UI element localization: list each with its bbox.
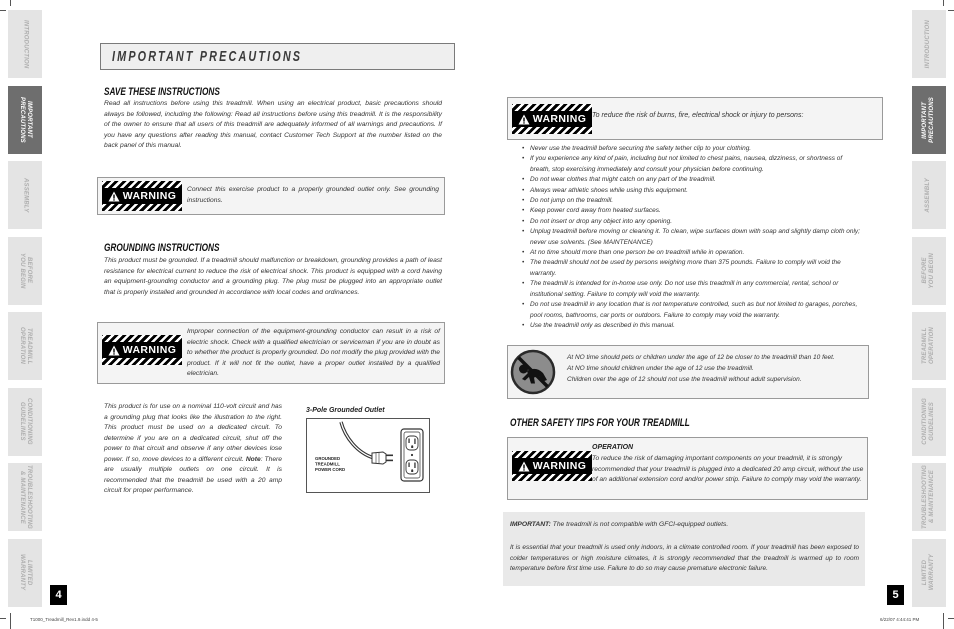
children-warning-line: At NO time should pets or children under the age of 12 be closer to the treadmill than 10 feet.: [567, 354, 835, 361]
warning-text: Connect this exercise product to a properly grounded outlet only. See grounding instructions.: [187, 186, 439, 204]
warning-label-text: WARNING: [532, 460, 587, 472]
tab-label-line: YOU BEGIN: [19, 252, 25, 289]
safety-list-item: • Do not jump on the treadmill.: [522, 196, 862, 206]
children-warning-text: [567, 352, 835, 385]
hazard-stripes: [102, 181, 182, 188]
tab-label: [18, 554, 32, 590]
important-text: The treadmill is not compatible with GFCI-equipped outlets.: [550, 521, 729, 528]
warning-triangle-icon: [108, 191, 120, 202]
tab-label-line: LIMITED: [26, 559, 33, 586]
circuit-text-note: : There are usually multiple outlets on one circuit. It is recommended that the treadmill be used with a 20 amp circuit for proper performance.: [104, 455, 282, 494]
hazard-stripes: [512, 451, 592, 458]
safety-list-item: • Do not insert or drop any object into any opening.: [522, 217, 862, 227]
tab-label-line: GUIDELINES: [19, 402, 25, 441]
children-warning-box: [507, 345, 869, 399]
grounding-text: This product must be grounded. If a treadmill should malfunction or breakdown, grounding provides a path of least resistance for electrical current to reduce the risk of electrical shock. This product is equipped with a cord having an equipment-grounding conductor and a grounding plug. The plug must be plugged into an appropriate outlet that is properly installed and grounded in accordance with local codes and ordinances.: [104, 257, 442, 296]
tab-label-line: IMPORTANT: [26, 101, 33, 138]
warning-box-general: [507, 97, 883, 140]
page-number-right: 5: [887, 585, 904, 605]
left-tab-limited-warranty: [8, 539, 42, 607]
warning-label-text: WARNING: [122, 190, 177, 202]
left-tab-important-precautions: [8, 86, 42, 154]
safety-list-item: • Keep power cord away from heated surfaces.: [522, 206, 862, 216]
tab-label: [18, 97, 32, 143]
tab-label: [922, 253, 936, 288]
tab-label-line: TROUBLESHOOTING: [921, 465, 928, 529]
tab-label-line: CONDITIONING: [921, 398, 928, 445]
right-tab-limited-warranty: [912, 539, 946, 607]
tab-label-line: TREADMILL: [921, 327, 928, 365]
safety-list-item: • Do not use treadmill in any location that is not temperature controlled, such as but not limited to garages, porches, pool rooms, bathrooms, car ports or outdoors. Failure to comply may void the warranty.: [522, 300, 862, 321]
right-tab-important-precautions: [912, 86, 946, 154]
outlet-figure: [306, 418, 430, 493]
right-tab-treadmill-operation: [912, 312, 946, 380]
tab-label: [18, 465, 32, 529]
tab-label: [18, 253, 32, 288]
tab-label-line: PRECAUTIONS: [929, 96, 935, 143]
warning-label-text: WARNING: [122, 344, 177, 356]
tab-label: [922, 327, 936, 364]
hazard-stripes: [512, 104, 592, 111]
tab-label-line: IMPORTANT: [921, 101, 928, 138]
right-tab-assembly: [912, 161, 946, 229]
crop-mark: [948, 618, 954, 619]
tab-label: [925, 20, 932, 68]
tab-label-line: WARRANTY: [929, 554, 935, 591]
warning-triangle-icon: [108, 345, 120, 356]
crop-mark: [0, 10, 6, 11]
grounding-heading: GROUNDING INSTRUCTIONS: [104, 242, 220, 254]
safety-list-item: • Do not wear clothes that might catch on any part of the treadmill.: [522, 175, 862, 185]
tab-label-line: OPERATION: [929, 327, 935, 365]
no-children-icon: [510, 349, 556, 400]
left-tab-conditioning-guidelines: [8, 388, 42, 456]
warning-label: [102, 335, 182, 365]
tab-label-line: INTRODUCTION: [22, 19, 29, 69]
save-instructions-text: Read all instructions before using this treadmill. When using an electrical product, basic precautions should always be followed, including the following: Read all instructions before using this treadmill. It is the responsibility of the owner to ensure that all users of this treadmill are adequately informed of all warnings and precautions. If you have any questions after reading this manual, contact Customer Tech Support at the number listed on the back panel of this manual.: [104, 100, 442, 149]
circuit-text-main: This product is for use on a nominal 110-volt circuit and has a grounding plug that looks like the illustration to the right. This product must be used on a dedicated circuit. To determine if you are on a dedicated circuit, shut off the power to that circuit and observe if any other devices lose power. If so, move devices to a different circuit.: [104, 403, 282, 463]
children-warning-line: At NO time should children under the age of 12 use the treadmill.: [567, 365, 754, 372]
operation-text: To reduce the risk of damaging important components on your treadmill, it is strongly recommended that your treadmill is plugged into a dedicated 20 amp circuit, without the use of an additional extension cord and/or power strip. Failure to comply may void the warranty.: [592, 455, 864, 483]
warning-label-text: WARNING: [532, 113, 587, 125]
warning-box-grounded-outlet: [97, 177, 445, 215]
warning-triangle-icon: [518, 114, 530, 125]
left-tab-assembly: [8, 161, 42, 229]
tab-label-line: CONDITIONING: [26, 398, 33, 445]
tab-label: [18, 327, 32, 364]
right-tab-conditioning-guidelines: [912, 388, 946, 456]
safety-list-item: • If you experience any kind of pain, including but not limited to chest pains, nausea, dizziness, or shortness of breath, stop exercising immediately and consult your physician before continuing.: [522, 154, 862, 175]
children-warning-line: Children over the age of 12 should not use the treadmill without adult supervision.: [567, 376, 802, 383]
figure-label-line: POWER CORD: [315, 467, 346, 472]
tab-label-line: OPERATION: [19, 327, 25, 365]
right-section-tabs: [912, 0, 946, 629]
operation-heading: OPERATION: [592, 444, 634, 451]
tab-label-line: LIMITED: [921, 559, 928, 586]
safety-list-item: • The treadmill should not be used by persons weighing more than 375 pounds. Failure to comply will void the warranty.: [522, 258, 862, 279]
tab-label-line: TREADMILL: [26, 327, 33, 365]
safety-list-item: • The treadmill is intended for in-home use only. Do not use this treadmill in any commercial, rental, school or institutional setting. Failure to comply will void the warranty.: [522, 279, 862, 300]
tab-label-line: GUIDELINES: [929, 402, 935, 441]
right-tab-troubleshooting-and-maintenance: [912, 463, 946, 531]
footer-timestamp: 6/22/07 4:44:41 PM: [880, 617, 920, 622]
warning-text: To reduce the risk of burns, fire, electrical shock or injury to persons:: [592, 112, 804, 119]
safety-list-item: • Never use the treadmill before securing the safety tether clip to your clothing.: [522, 144, 862, 154]
hazard-stripes: [102, 204, 182, 211]
warning-label-body: [102, 188, 182, 204]
tab-label: [925, 178, 932, 213]
warning-box-improper-connection: [97, 322, 445, 384]
tab-label: [18, 398, 32, 445]
tab-label-line: YOU BEGIN: [929, 252, 935, 289]
safety-list-item: • Always wear athletic shoes while using this equipment.: [522, 186, 862, 196]
other-safety-heading: OTHER SAFETY TIPS FOR YOUR TREADMILL: [510, 417, 690, 429]
warning-label-body: [512, 458, 592, 474]
page-title: IMPORTANT PRECAUTIONS: [112, 48, 303, 65]
page-number-left: 4: [50, 585, 67, 605]
figure-label-line: TREADMILL: [315, 461, 340, 467]
tab-label-line: ASSEMBLY: [925, 177, 932, 213]
page-title-box: [100, 43, 455, 70]
tab-label: [922, 465, 936, 529]
tab-label: [922, 554, 936, 590]
warning-triangle-icon: [518, 461, 530, 472]
save-instructions-heading: SAVE THESE INSTRUCTIONS: [104, 86, 220, 98]
safety-list-item: • Unplug treadmill before moving or cleaning it. To clean, wipe surfaces down with soap and slightly damp cloth only; never use solvents. (See MAINTENANCE): [522, 227, 862, 248]
safety-list-item: • At no time should more than one person be on treadmill while in operation.: [522, 248, 862, 258]
grounded-outlet-illustration: [307, 419, 429, 492]
safety-list: [522, 144, 862, 331]
tab-label-line: TROUBLESHOOTING: [26, 465, 33, 529]
warning-label: [102, 181, 182, 211]
important-box: [503, 512, 865, 586]
tab-label-line: & MAINTENANCE: [19, 470, 25, 524]
tab-label: [922, 398, 936, 445]
left-tab-troubleshooting-and-maintenance: [8, 463, 42, 531]
warning-text: Improper connection of the equipment-grounding conductor can result in a risk of electric shock. Check with a qualified electrician or serviceman if you are in doubt as to whether the product is properly grounded. Do not modify the plug provided with the product. If it will not fit the outlet, have a proper outlet installed by a qualified electrician.: [187, 328, 440, 377]
tab-label-line: INTRODUCTION: [925, 19, 932, 69]
warning-label-body: [102, 342, 182, 358]
warning-label: [512, 104, 592, 134]
left-section-tabs: [8, 0, 42, 629]
note-label: Note: [245, 455, 261, 463]
warning-label: [512, 451, 592, 481]
tab-label-line: ASSEMBLY: [22, 177, 29, 213]
hazard-stripes: [512, 127, 592, 134]
important-note: [510, 520, 858, 531]
crop-mark: [0, 618, 6, 619]
tab-label-line: BEFORE: [921, 257, 928, 284]
figure-label-line: GROUNDED: [315, 456, 341, 461]
tab-label: [21, 20, 28, 68]
right-tab-before-you-begin: [912, 237, 946, 305]
warning-box-operation: [507, 437, 868, 500]
indoor-use-text: It is essential that your treadmill is used only indoors, in a climate controlled room. If your treadmill has been exposed to colder temperatures or high moisture climates, it is strongly recommended that the treadmill is warmed up to room temperature before first time use. Failure to do so may cause premature electronic failure.: [510, 544, 859, 572]
left-tab-treadmill-operation: [8, 312, 42, 380]
footer-file-name: T1000_Treadmill_Rev1.9.indd 4-5: [30, 617, 98, 622]
figure-caption: 3-Pole Grounded Outlet: [306, 407, 385, 414]
left-tab-before-you-begin: [8, 237, 42, 305]
hazard-stripes: [512, 474, 592, 481]
circuit-text: [104, 402, 282, 497]
tab-label-line: & MAINTENANCE: [929, 470, 935, 524]
tab-label-line: WARRANTY: [19, 554, 25, 591]
tab-label-line: PRECAUTIONS: [19, 96, 25, 143]
important-label: IMPORTANT:: [510, 521, 551, 528]
tab-label: [922, 97, 936, 143]
hazard-stripes: [102, 335, 182, 342]
left-tab-introduction: [8, 10, 42, 78]
tab-label-line: BEFORE: [26, 257, 33, 284]
crop-mark: [948, 10, 954, 11]
warning-label-body: [512, 111, 592, 127]
hazard-stripes: [102, 358, 182, 365]
safety-list-item: • Use the treadmill only as described in this manual.: [522, 321, 862, 331]
tab-label: [21, 178, 28, 213]
right-tab-introduction: [912, 10, 946, 78]
